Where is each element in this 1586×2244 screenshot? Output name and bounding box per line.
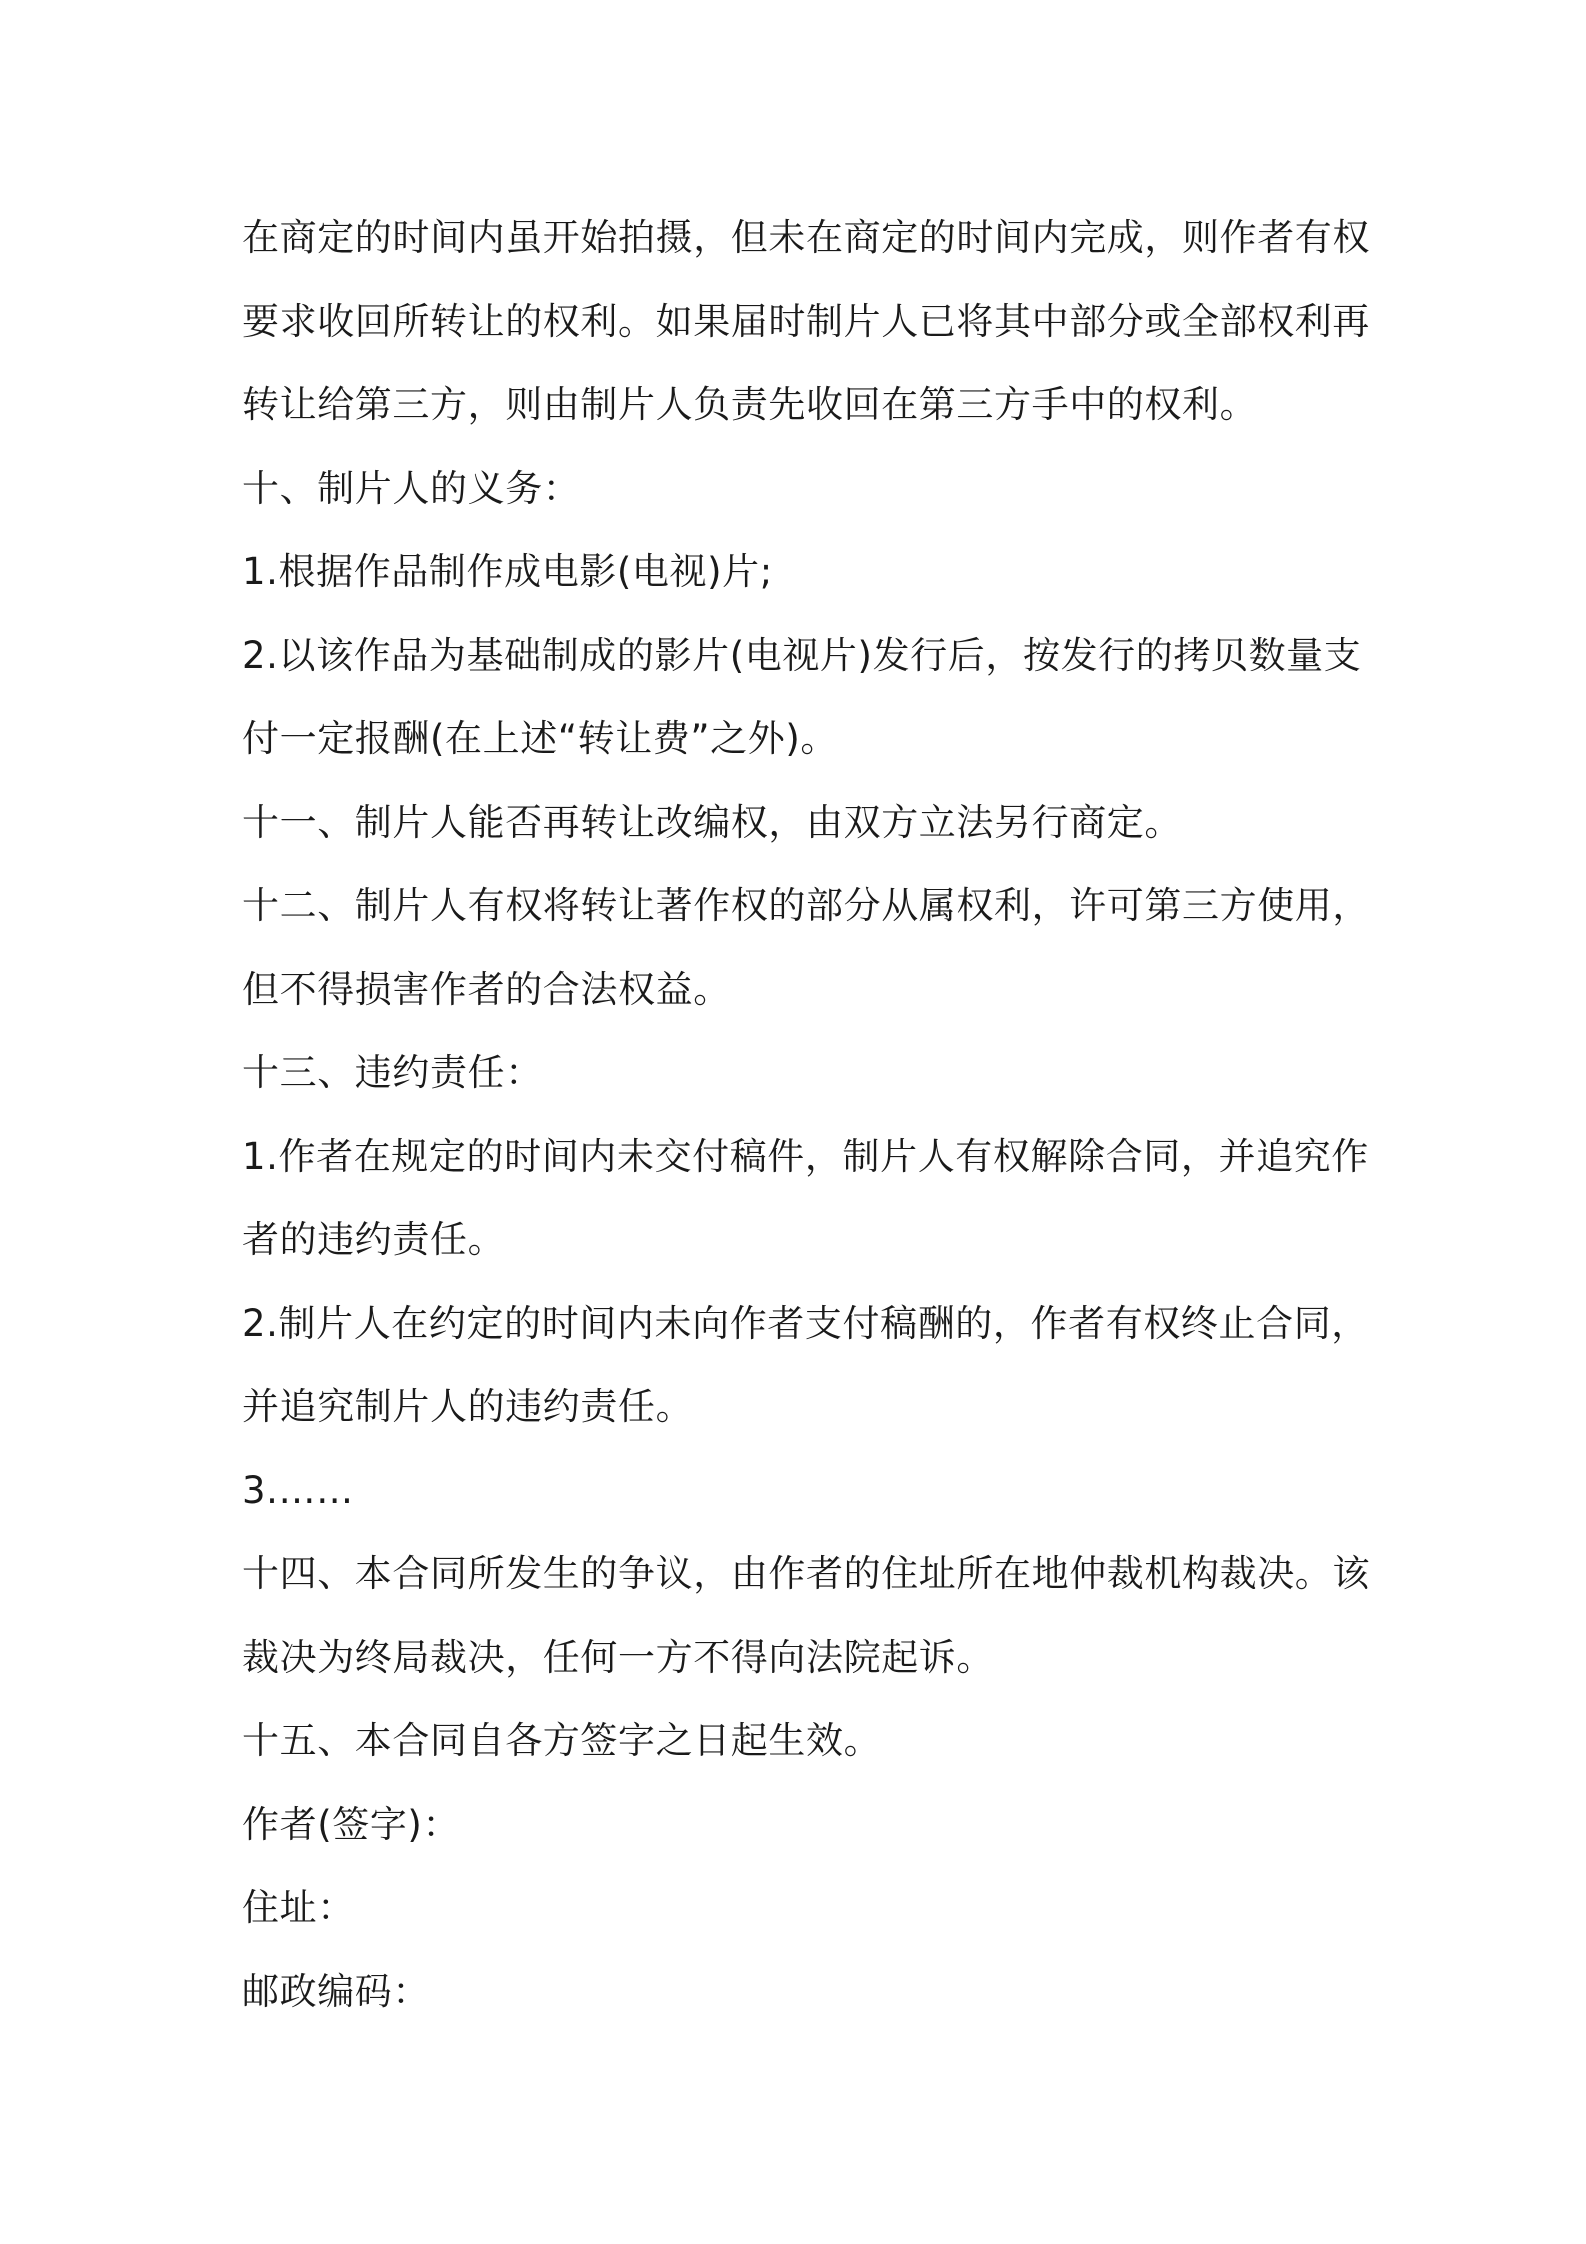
list-item: 1.作者在规定的时间内未交付稿件，制片人有权解除合同，并追究作 [242, 1134, 1369, 1178]
list-item-continuation: 付一定报酬(在上述“转让费”之外)。 [242, 717, 839, 760]
section-clause: 十五、本合同自各方签字之日起生效。 [242, 1719, 882, 1762]
section-clause-continuation: 裁决为终局裁决，任何一方不得向法院起诉。 [242, 1635, 994, 1679]
paragraph-line: 转让给第三方，则由制片人负责先收回在第三方手中的权利。 [242, 383, 1258, 426]
section-heading: 十、制片人的义务： [242, 466, 581, 510]
list-item: 1.根据作品制作成电影(电视)片; [242, 550, 773, 593]
section-clause: 十四、本合同所发生的争议，由作者的住址所在地仲裁机构裁决。该 [242, 1552, 1370, 1595]
document-body [242, 196, 1370, 2033]
list-item: 2.制片人在约定的时间内未向作者支付稿酬的，作者有权终止合同， [242, 1301, 1369, 1345]
list-item: 2.以该作品为基础制成的影片(电视片)发行后，按发行的拷贝数量支 [242, 633, 1362, 677]
section-clause: 十二、制片人有权将转让著作权的部分从属权利，许可第三方使用， [242, 884, 1370, 927]
paragraph-line: 要求收回所转让的权利。如果届时制片人已将其中部分或全部权利再 [242, 299, 1370, 343]
list-item-continuation: 并追究制片人的违约责任。 [242, 1385, 694, 1428]
list-item-continuation: 者的违约责任。 [242, 1218, 506, 1261]
section-clause-continuation: 但不得损害作者的合法权益。 [242, 967, 731, 1011]
paragraph-line: 在商定的时间内虽开始拍摄，但未在商定的时间内完成，则作者有权 [242, 216, 1370, 259]
signature-label: 作者(签字)： [242, 1802, 461, 1846]
list-item: 3.…… [242, 1468, 354, 1512]
section-heading: 十三、违约责任： [242, 1051, 543, 1094]
address-label: 住址： [242, 1886, 355, 1929]
section-clause: 十一、制片人能否再转让改编权，由双方立法另行商定。 [242, 800, 1182, 844]
postal-code-label: 邮政编码： [242, 1969, 430, 2013]
